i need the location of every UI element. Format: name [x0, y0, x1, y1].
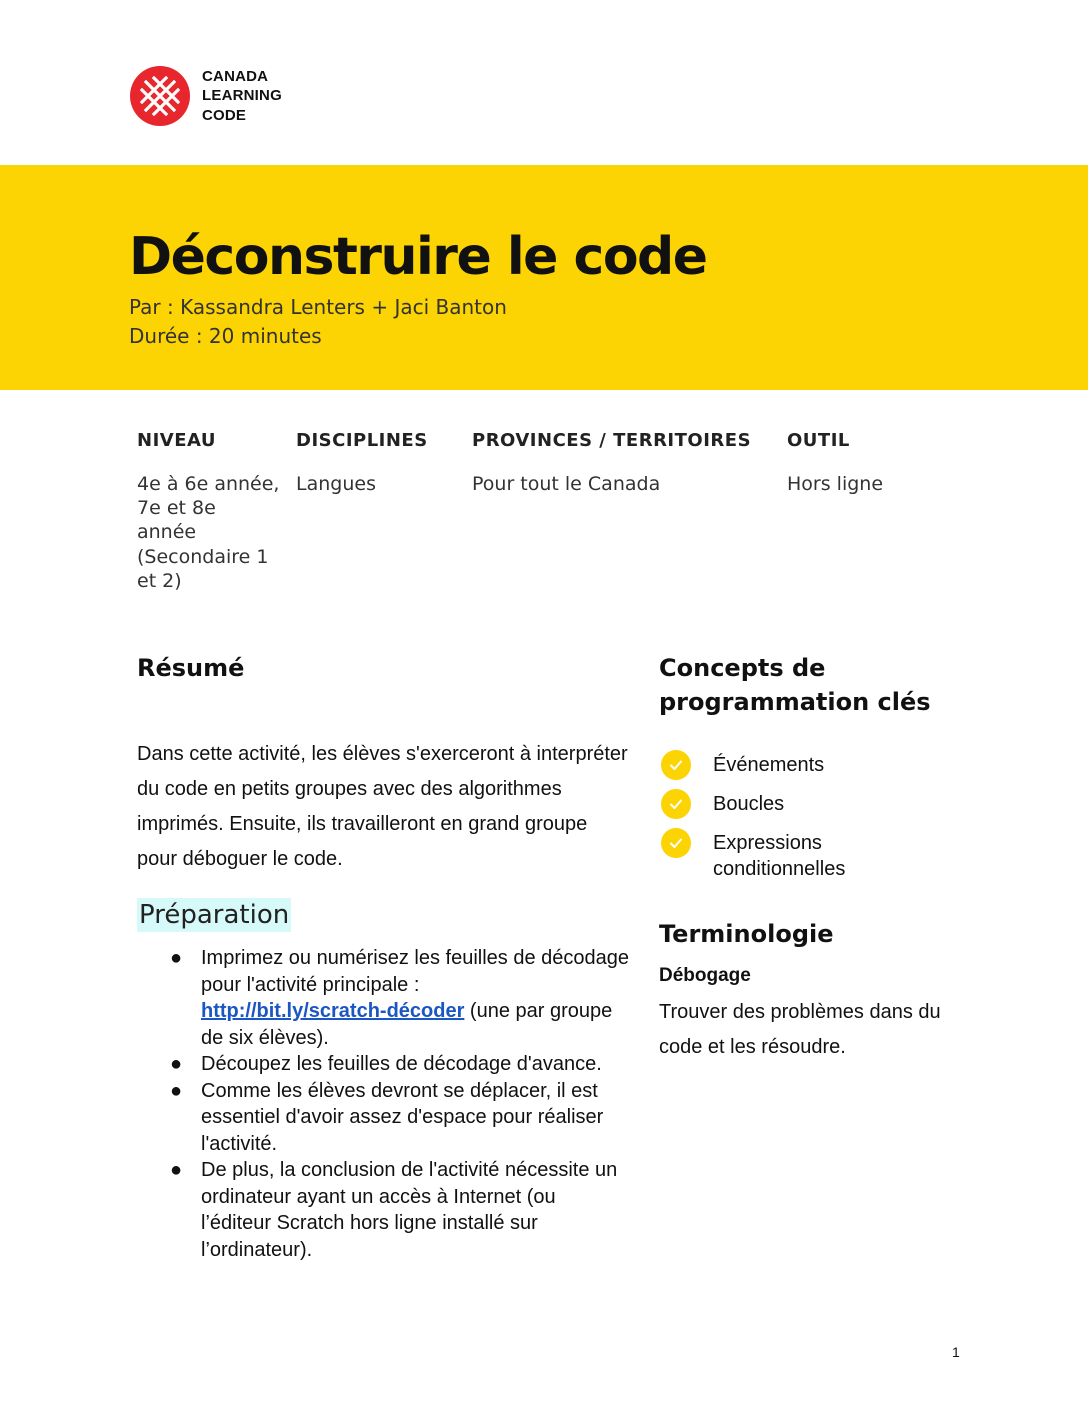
preparation-list: [170, 945, 650, 1263]
page-title: Déconstruire le code: [129, 227, 707, 287]
organization-logo: [130, 66, 282, 126]
item-line: De plus, la conclusion de l'activité nécessite un: [201, 1159, 618, 1181]
meta-label-disciplines: DISCIPLINES: [296, 430, 428, 451]
preparation-heading: Préparation: [139, 900, 290, 930]
item-line: Imprimez ou numérisez les feuilles de décodage: [201, 947, 629, 969]
terminology-heading: Terminologie: [659, 920, 834, 948]
niveau-line: 7e et 8e: [137, 497, 216, 520]
logo-mark-icon: [130, 66, 190, 126]
concept-item: [661, 791, 845, 817]
niveau-line: (Secondaire 1: [137, 545, 269, 568]
concepts-list: [661, 752, 845, 895]
item-line: l'activité.: [201, 1132, 278, 1155]
meta-value-niveau: [137, 472, 287, 593]
definition-line: code et les résoudre.: [659, 1036, 846, 1058]
concepts-heading: [659, 651, 931, 719]
concepts-heading-line: Concepts de: [659, 654, 826, 682]
decoder-sheets-link[interactable]: http://bit.ly/scratch-décoder: [201, 1000, 465, 1022]
item-line: l’éditeur Scratch hors ligne installé sur: [201, 1212, 538, 1234]
list-item: [170, 1157, 650, 1263]
resume-line: du code en petits groupes avec des algorithmes: [137, 778, 562, 800]
niveau-line: et 2): [137, 569, 182, 592]
bullet-icon: ●: [170, 1079, 183, 1102]
term-word: Débogage: [659, 965, 751, 986]
duration-line: Durée : 20 minutes: [129, 324, 322, 348]
meta-value-outil: Hors ligne: [787, 473, 884, 495]
bullet-icon: ●: [170, 1159, 183, 1181]
resume-line: Dans cette activité, les élèves s'exerceront à interpréter: [137, 743, 628, 765]
niveau-line: année: [137, 521, 197, 544]
check-icon: [661, 750, 691, 780]
meta-label-niveau: NIVEAU: [137, 430, 216, 451]
item-line: l’ordinateur).: [201, 1238, 313, 1261]
item-line: de six élèves).: [201, 1026, 329, 1049]
logo-line-2: LEARNING: [202, 87, 282, 105]
check-icon: [661, 789, 691, 819]
logo-wordmark: [202, 67, 282, 126]
concept-item: [661, 752, 845, 778]
page-number: 1: [952, 1344, 960, 1360]
list-item: [170, 1051, 650, 1078]
concepts-heading-line: programmation clés: [659, 688, 931, 716]
resume-heading: Résumé: [137, 654, 245, 682]
meta-value-provinces: Pour tout le Canada: [472, 473, 661, 495]
concept-label: Boucles: [713, 793, 785, 815]
resume-line: imprimés. Ensuite, ils travailleront en grand groupe: [137, 813, 588, 835]
concept-label: Expressions: [713, 832, 822, 854]
item-line: ordinateur ayant un accès à Internet (ou: [201, 1185, 556, 1208]
term-definition: [659, 995, 979, 1065]
item-line: [201, 998, 650, 1025]
meta-label-outil: OUTIL: [787, 430, 850, 451]
item-line: Comme les élèves devront se déplacer, il est: [201, 1079, 598, 1102]
authors-line: Par : Kassandra Lenters + Jaci Banton: [129, 295, 507, 319]
bullet-icon: ●: [170, 947, 183, 969]
bullet-icon: ●: [170, 1053, 183, 1075]
check-icon: [661, 828, 691, 858]
niveau-line: 4e à 6e année,: [137, 473, 280, 495]
definition-line: Trouver des problèmes dans du: [659, 1001, 941, 1023]
item-line: pour l'activité principale :: [201, 973, 420, 996]
concept-label: Événements: [713, 754, 825, 776]
after-link-text: (une par groupe: [464, 1000, 613, 1022]
list-item: [170, 945, 650, 1051]
logo-line-1: CANADA: [202, 67, 269, 85]
item-line: essentiel d'avoir assez d'espace pour réaliser: [201, 1106, 604, 1128]
title-banner: [0, 165, 1088, 390]
list-item: [170, 1078, 650, 1158]
concept-item: [661, 830, 845, 882]
concept-label: conditionnelles: [713, 858, 846, 880]
logo-line-3: CODE: [202, 106, 247, 124]
meta-label-provinces: PROVINCES / TERRITOIRES: [472, 430, 752, 451]
item-line: Découpez les feuilles de décodage d'avance.: [201, 1053, 602, 1075]
resume-line: pour déboguer le code.: [137, 848, 343, 870]
resume-paragraph: [137, 737, 647, 877]
meta-value-disciplines: Langues: [296, 473, 376, 495]
